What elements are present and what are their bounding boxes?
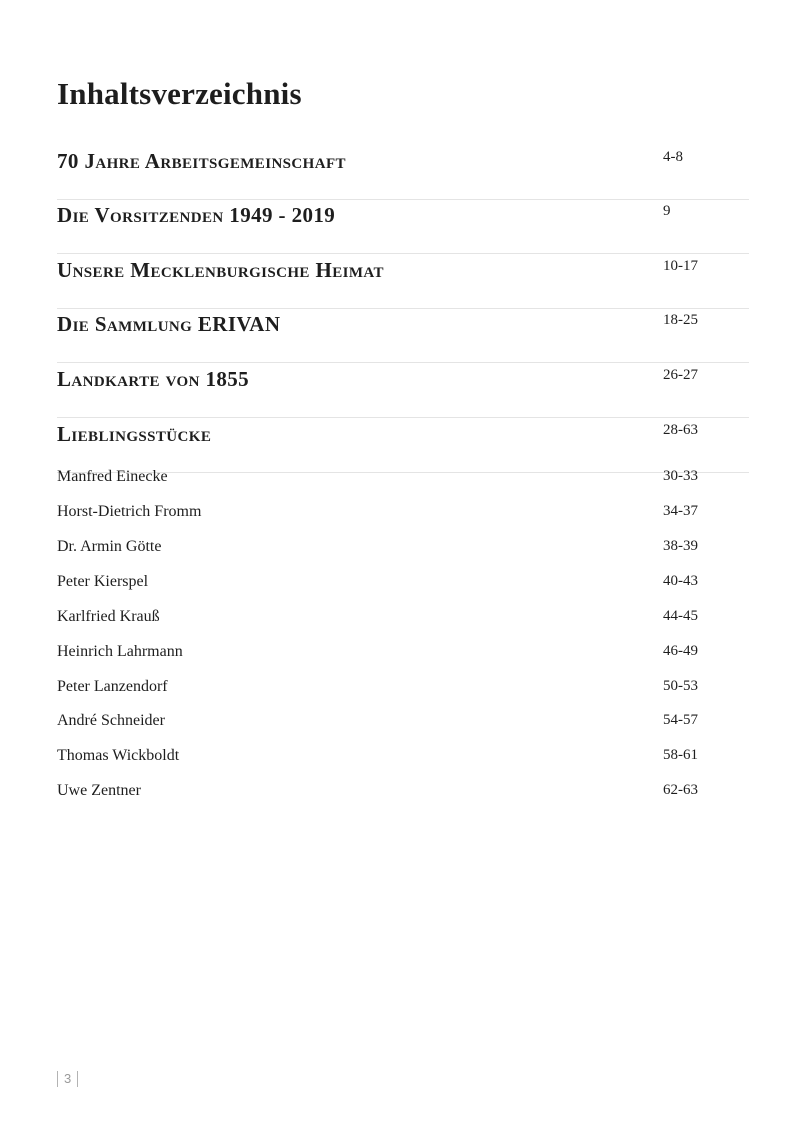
entry-pages: 34-37 [663, 503, 698, 519]
toc-section[interactable] [57, 418, 749, 473]
section-pages: 10-17 [663, 258, 698, 274]
toc-entry[interactable] [57, 538, 749, 562]
toc-section[interactable] [57, 145, 749, 200]
section-pages: 18-25 [663, 312, 698, 328]
toc-entry[interactable] [57, 503, 749, 527]
entry-pages: 40-43 [663, 573, 698, 589]
entry-name: Horst-Dietrich Fromm [57, 503, 202, 520]
entry-pages: 30-33 [663, 468, 698, 484]
section-title: 70 Jahre Arbeitsgemeinschaft [57, 149, 346, 173]
section-title: Die Vorsitzenden 1949 - 2019 [57, 203, 336, 227]
section-pages: 26-27 [663, 367, 698, 383]
section-pages: 28-63 [663, 422, 698, 438]
section-pages: 9 [663, 203, 671, 219]
page-number: 3 [64, 1071, 72, 1087]
page-footer [57, 1070, 78, 1087]
entry-pages: 62-63 [663, 782, 698, 798]
section-title: Lieblingsstücke [57, 422, 212, 446]
toc-section[interactable] [57, 363, 749, 418]
entry-pages: 46-49 [663, 643, 698, 659]
toc-entry[interactable] [57, 747, 749, 771]
toc-entry[interactable] [57, 608, 749, 632]
entry-pages: 38-39 [663, 538, 698, 554]
toc-entry[interactable] [57, 712, 749, 736]
entry-name: Peter Kierspel [57, 573, 149, 590]
entry-name: Karlfried Krauß [57, 608, 160, 625]
section-title: Die Sammlung ERIVAN [57, 312, 281, 336]
footer-divider [57, 1071, 58, 1087]
entry-name: Peter Lanzendorf [57, 678, 168, 695]
entry-pages: 54-57 [663, 712, 698, 728]
entry-name: Heinrich Lahrmann [57, 643, 183, 660]
entry-name: Thomas Wickboldt [57, 747, 180, 764]
toc-section[interactable] [57, 254, 749, 309]
entry-name: Uwe Zentner [57, 782, 141, 799]
page-title: Inhaltsverzeichnis [57, 76, 302, 111]
entry-name: André Schneider [57, 712, 165, 729]
toc-entry[interactable] [57, 643, 749, 667]
section-pages: 4-8 [663, 149, 683, 165]
toc-entry[interactable] [57, 468, 749, 492]
entry-name: Dr. Armin Götte [57, 538, 162, 555]
entry-name: Manfred Einecke [57, 468, 168, 485]
toc-section[interactable] [57, 308, 749, 363]
section-title: Landkarte von 1855 [57, 367, 250, 391]
entry-pages: 58-61 [663, 747, 698, 763]
entry-pages: 44-45 [663, 608, 698, 624]
toc-entry[interactable] [57, 678, 749, 702]
footer-divider [77, 1071, 78, 1087]
toc-section[interactable] [57, 199, 749, 254]
section-title: Unsere Mecklenburgische Heimat [57, 258, 384, 282]
entry-pages: 50-53 [663, 678, 698, 694]
toc-entry[interactable] [57, 573, 749, 597]
toc-entry[interactable] [57, 782, 749, 806]
